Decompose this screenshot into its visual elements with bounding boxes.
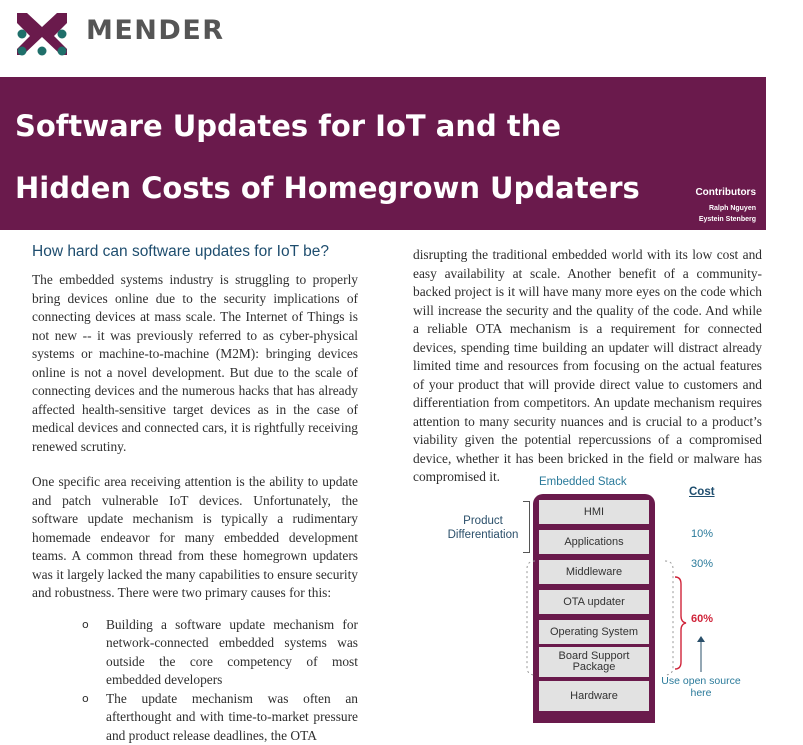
- body-paragraph: The embedded systems industry is struggling to properly bring devices online due to the security implications of connecting devices at mass scale. The Internet of Things is not new -- it was previously referred to as cyber-physical systems or machine-to-machine (M2M): bringing devices online is not a novel development. But due to the scale of connecting devices and the numerous hacks that has already affected health-sensitive target devices as in the case of medical devices and connected cars, it is rightfully receiving renewed scrutiny.: [32, 271, 358, 456]
- bullet-marker: o: [82, 690, 89, 709]
- list-item: [82, 616, 358, 690]
- product-bracket: [523, 501, 530, 553]
- section-heading: How hard can software updates for IoT be?: [32, 243, 358, 261]
- diagram-title: Embedded Stack: [539, 476, 627, 488]
- cost-heading: Cost: [689, 486, 715, 498]
- layer-ota-updater: OTA updater: [539, 590, 649, 614]
- brand-name: MENDER: [86, 15, 225, 46]
- list-item-text: The update mechanism was often an afterthought and with time-to-market pressure and product release deadlines, the OTA: [106, 691, 358, 743]
- open-source-note-line: Use open source: [659, 675, 743, 687]
- up-arrow-icon: [696, 636, 706, 672]
- open-source-note-line: here: [659, 687, 743, 699]
- contributor-name: Eystein Stenberg: [695, 214, 756, 225]
- contributor-name: Ralph Nguyen: [695, 203, 756, 214]
- mender-logo-icon: [14, 9, 70, 59]
- open-source-note: [659, 675, 743, 699]
- cost-value: 30%: [691, 558, 713, 570]
- embedded-stack-diagram: [443, 474, 763, 723]
- body-paragraph: One specific area receiving attention is the ability to update and patch vulnerable IoT devices. Unfortunately, the software update mechanism is typically a rudimentary homemade endeavor for many embedded development teams. A common thread from these homegrown updaters was it largely lacked the many capabilities to ensure security and robustness. There were two primary causes for this:: [32, 473, 358, 603]
- list-item: [82, 690, 358, 745]
- cost-value: 10%: [691, 528, 713, 540]
- product-label-line: Differentiation: [443, 528, 523, 542]
- product-differentiation-label: [443, 514, 523, 542]
- cost-value-highlight: 60%: [691, 613, 713, 625]
- layer-hardware: Hardware: [539, 681, 649, 711]
- cost-bracket: [673, 576, 687, 670]
- layer-operating-system: Operating System: [539, 620, 649, 644]
- title-banner: [0, 77, 766, 230]
- title-line: Software Updates for IoT and the: [15, 95, 715, 157]
- product-label-line: Product: [443, 514, 523, 528]
- layer-applications: Applications: [539, 530, 649, 554]
- dashed-bracket: [525, 559, 675, 679]
- list-item-text: Building a software update mechanism for network-connected embedded systems was outside the core competency of most embedded developers: [106, 617, 358, 688]
- bullet-marker: o: [82, 616, 89, 635]
- body-paragraph: disrupting the traditional embedded world with its low cost and easy availability at scale. Another benefit of a community-backed project is it will have many more eyes on the code which will increase the security and the quality of the code. And while a reliable OTA mechanism is a requirement for connected devices, spending time building an updater will distract already limited time and resources from focusing on the actual features of your product that will provide direct value to customers and differentiation from competitors. An update mechanism requires attention to many security nuances and is crucial to a product’s viability given the potential repercussions of a compromised device, whether it has been bricked in the field or malware has compromised it.: [413, 246, 762, 487]
- bullet-list: [32, 616, 358, 745]
- layer-middleware: Middleware: [539, 560, 649, 584]
- right-column: [413, 246, 762, 487]
- title-line: Hidden Costs of Homegrown Updaters: [15, 157, 715, 219]
- layer-hmi: HMI: [539, 500, 649, 524]
- left-column: [32, 243, 358, 745]
- layer-board-support-package: Board Support Package: [539, 647, 649, 677]
- contributors-heading: Contributors: [695, 187, 756, 198]
- document-title: [15, 95, 715, 219]
- contributors-block: [695, 187, 756, 225]
